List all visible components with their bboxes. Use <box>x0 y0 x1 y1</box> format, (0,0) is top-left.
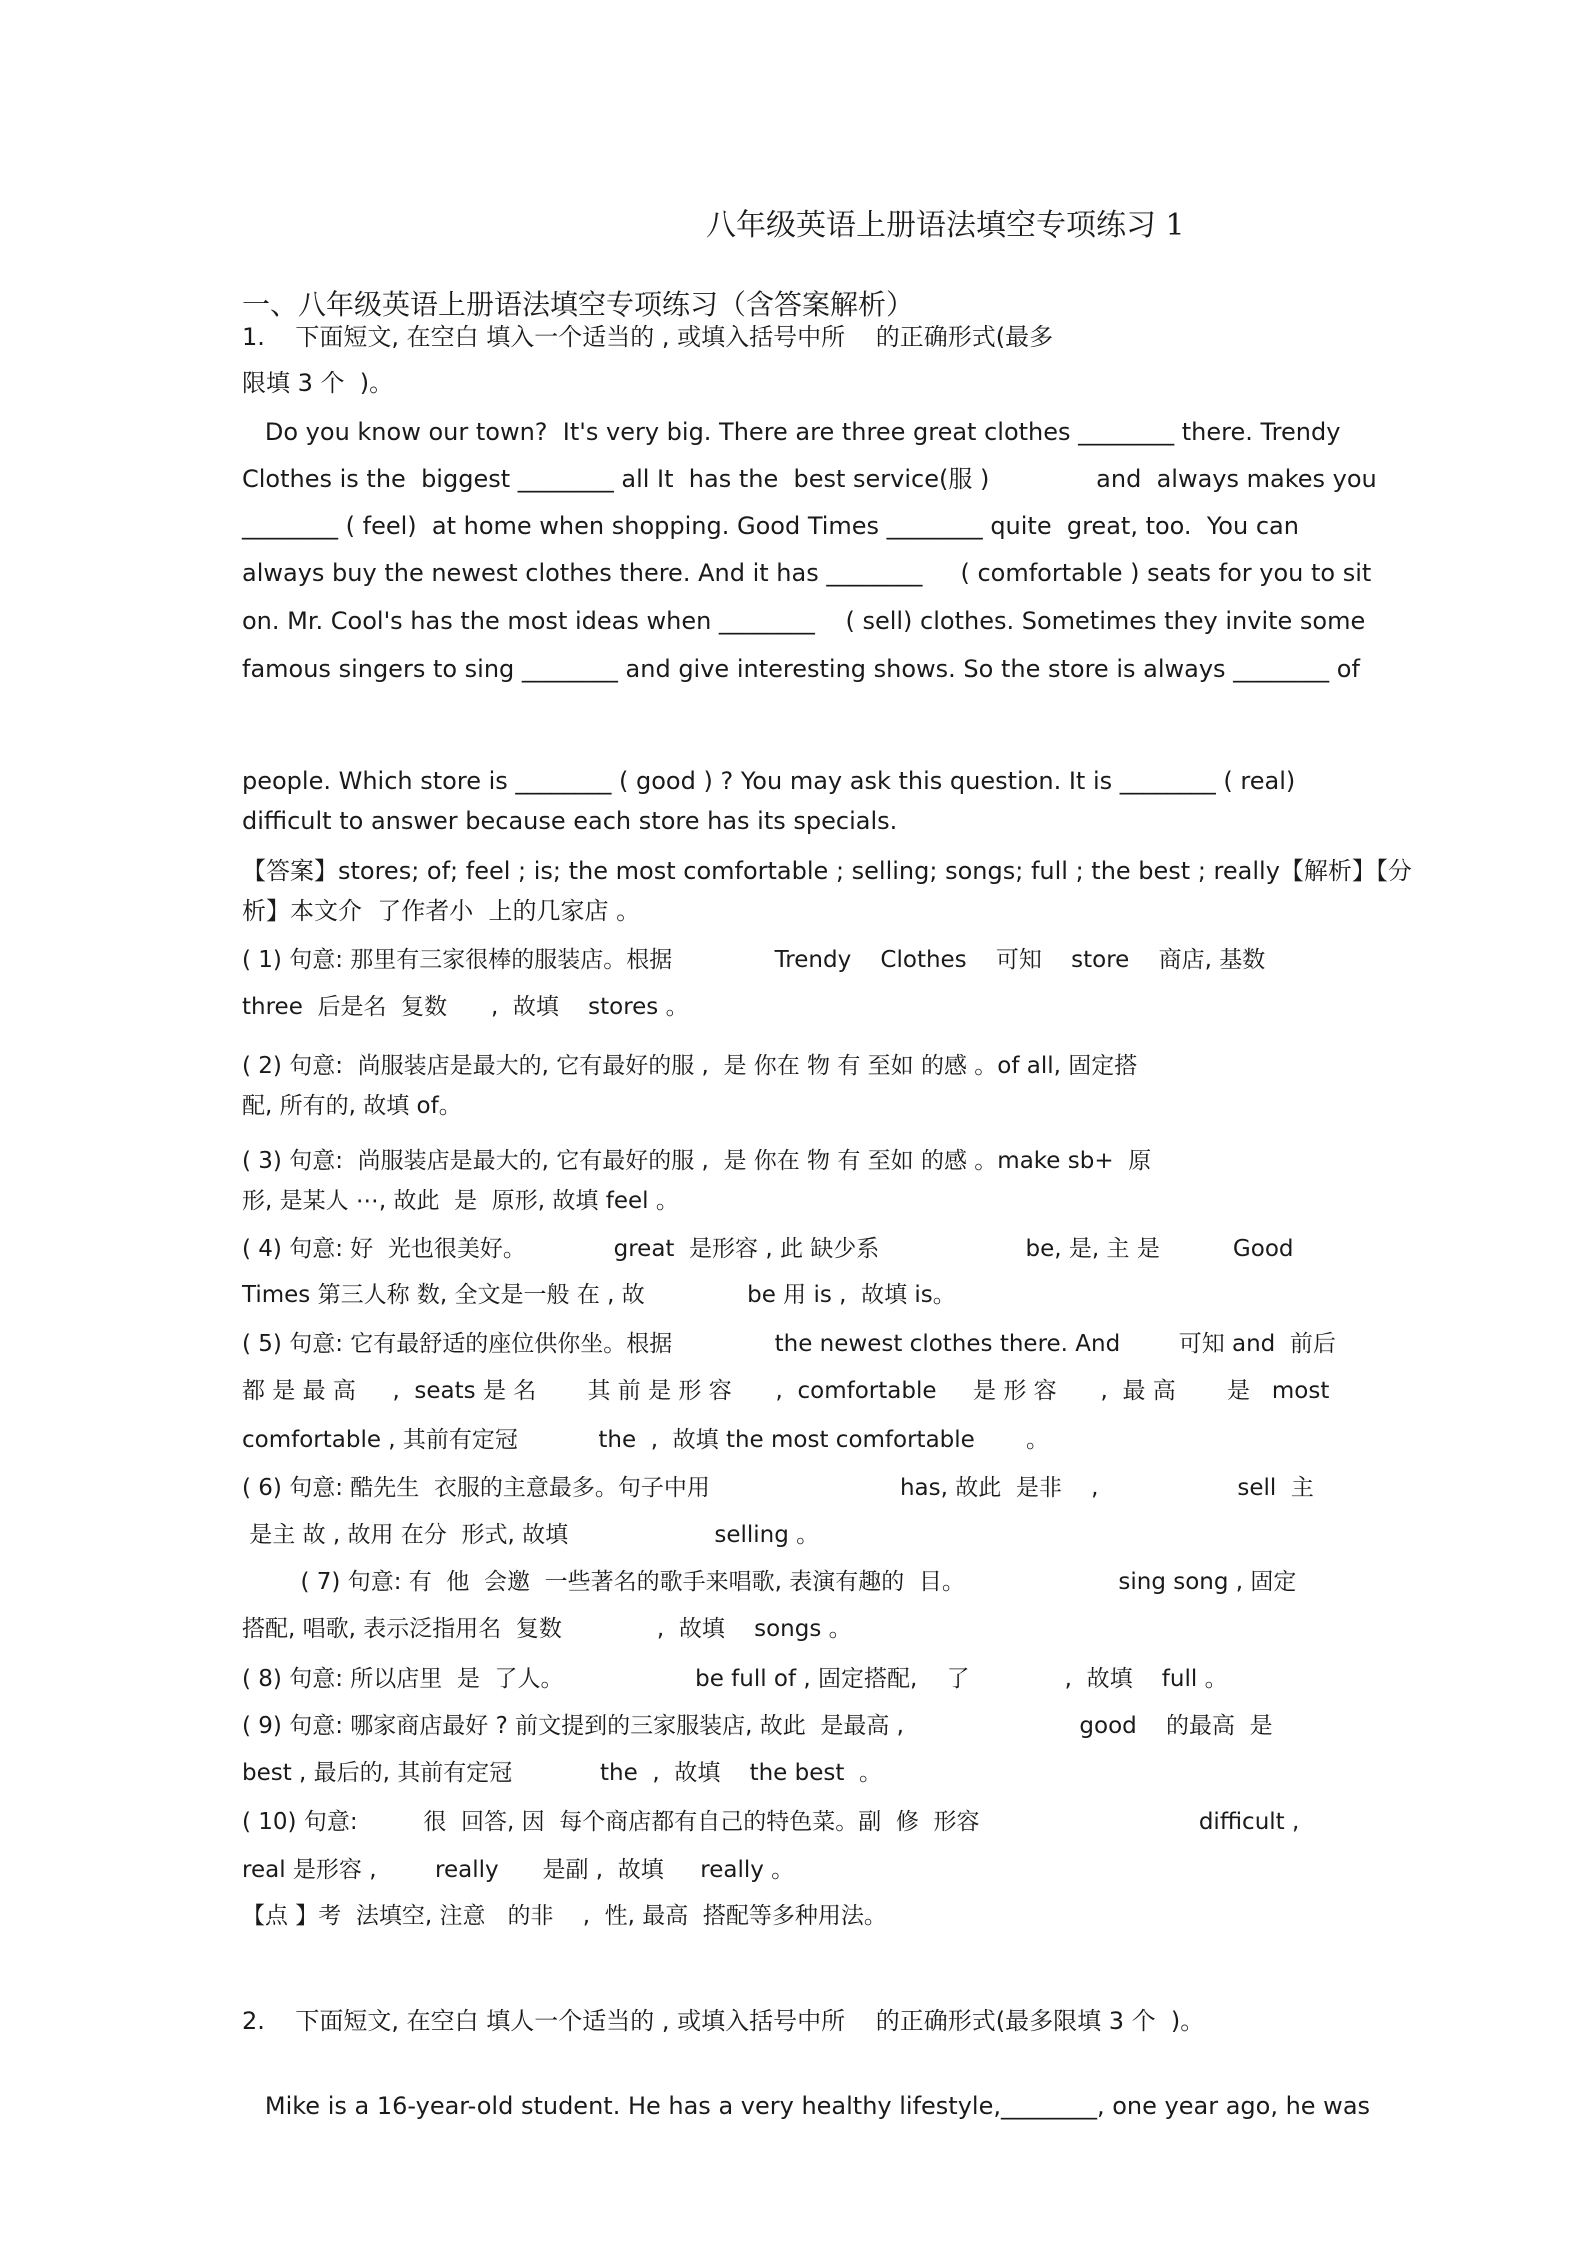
section-heading: 一、八年级英语上册语法填空专项练习（含答案解析） <box>242 288 915 321</box>
q1-passage-line: on. Mr. Cool's has the most ideas when ________ ( sell) clothes. Sometimes they invite some <box>242 607 1366 635</box>
q1-answer-line: 析】本文介 了作者小 上的几家店 。 <box>242 897 641 925</box>
analysis-line: ( 10) 句意: 很 回答, 因 每个商店都有自己的特色菜。副 修 形容 difficult , <box>242 1809 1300 1835</box>
analysis-line: 形, 是某人 ⋯, 故此 是 原形, 故填 feel 。 <box>242 1188 679 1214</box>
q1-passage-line: ________ ( feel) at home when shopping. Good Times ________ quite great, too. You can <box>242 512 1299 540</box>
q2-passage-line: Mike is a 16-year-old student. He has a very healthy lifestyle,________, one year ago, he was <box>242 2092 1371 2120</box>
analysis-line: ( 1) 句意: 那里有三家很棒的服装店。根据 Trendy Clothes 可知 store 商店, 基数 <box>242 947 1266 973</box>
analysis-line: ( 2) 句意: 尚服装店是最大的, 它有最好的服 , 是 你在 物 有 至如 的感 。of all, 固定搭 <box>242 1053 1138 1079</box>
q1-passage-line: famous singers to sing ________ and give interesting shows. So the store is always ________ of <box>242 655 1360 683</box>
q2-instruction: 2. 下面短文, 在空白 填人一个适当的 , 或填入括号中所 的正确形式(最多限填 3 个 )。 <box>242 2007 1205 2035</box>
q1-instruction-line-1: 1. 下面短文, 在空白 填入一个适当的 , 或填入括号中所 的正确形式(最多 <box>242 323 1054 351</box>
analysis-line: real 是形容 , really 是副 , 故填 really 。 <box>242 1857 795 1883</box>
q1-passage-line: difficult to answer because each store has its specials. <box>242 807 898 835</box>
q1-instruction-line-2: 限填 3 个 )。 <box>242 369 394 397</box>
q1-answer-line: 【答案】stores; of; feel ; is; the most comfortable ; selling; songs; full ; the best ; really【解析】【分 <box>242 857 1412 885</box>
analysis-line: three 后是名 复数 , 故填 stores 。 <box>242 994 689 1020</box>
analysis-line: comfortable , 其前有定冠 the , 故填 the most comfortable 。 <box>242 1427 1049 1453</box>
q1-passage-line: people. Which store is ________ ( good ) ? You may ask this question. It is ________ ( real) <box>242 767 1296 795</box>
analysis-line: 都 是 最 高 , seats 是 名 其 前 是 形 容 , comfortable 是 形 容 , 最 高 是 most <box>242 1378 1330 1404</box>
analysis-line: best , 最后的, 其前有定冠 the , 故填 the best 。 <box>242 1760 883 1786</box>
q1-passage-line: Clothes is the biggest ________ all It has the best service(服 ) and always makes you <box>242 465 1377 493</box>
page-title: 八年级英语上册语法填空专项练习 1 <box>706 208 1185 243</box>
analysis-line: ( 8) 句意: 所以店里 是 了人。 be full of , 固定搭配, 了 , 故填 full 。 <box>242 1666 1228 1692</box>
analysis-line: 搭配, 唱歌, 表示泛指用名 复数 , 故填 songs 。 <box>242 1616 852 1642</box>
analysis-line: 是主 故 , 故用 在分 形式, 故填 selling 。 <box>242 1522 820 1548</box>
analysis-line: 配, 所有的, 故填 of。 <box>242 1093 462 1119</box>
q1-passage-line: always buy the newest clothes there. And it has ________ ( comfortable ) seats for you to sit <box>242 559 1372 587</box>
analysis-line: ( 7) 句意: 有 他 会邀 一些著名的歌手来唱歌, 表演有趣的 目。 sing song , 固定 <box>242 1569 1297 1595</box>
analysis-line: ( 3) 句意: 尚服装店是最大的, 它有最好的服 , 是 你在 物 有 至如 的感 。make sb+ 原 <box>242 1148 1152 1174</box>
analysis-line: Times 第三人称 数, 全文是一般 在 , 故 be 用 is , 故填 is。 <box>242 1282 956 1308</box>
q1-passage-line: Do you know our town? It's very big. There are three great clothes ________ there. Trendy <box>242 418 1341 446</box>
analysis-line: ( 9) 句意: 哪家商店最好 ? 前文提到的三家服装店, 故此 是最高 , good 的最高 是 <box>242 1713 1273 1739</box>
analysis-line: ( 5) 句意: 它有最舒适的座位供你坐。根据 the newest clothes there. And 可知 and 前后 <box>242 1331 1336 1357</box>
analysis-line: ( 6) 句意: 酷先生 衣服的主意最多。句子中用 has, 故此 是非 , sell 主 <box>242 1475 1314 1501</box>
analysis-line: ( 4) 句意: 好 光也很美好。 great 是形容 , 此 缺少系 be, 是, 主 是 Good <box>242 1236 1294 1262</box>
analysis-line: 【点 】考 法填空, 注意 的非 , 性, 最高 搭配等多种用法。 <box>242 1903 887 1929</box>
